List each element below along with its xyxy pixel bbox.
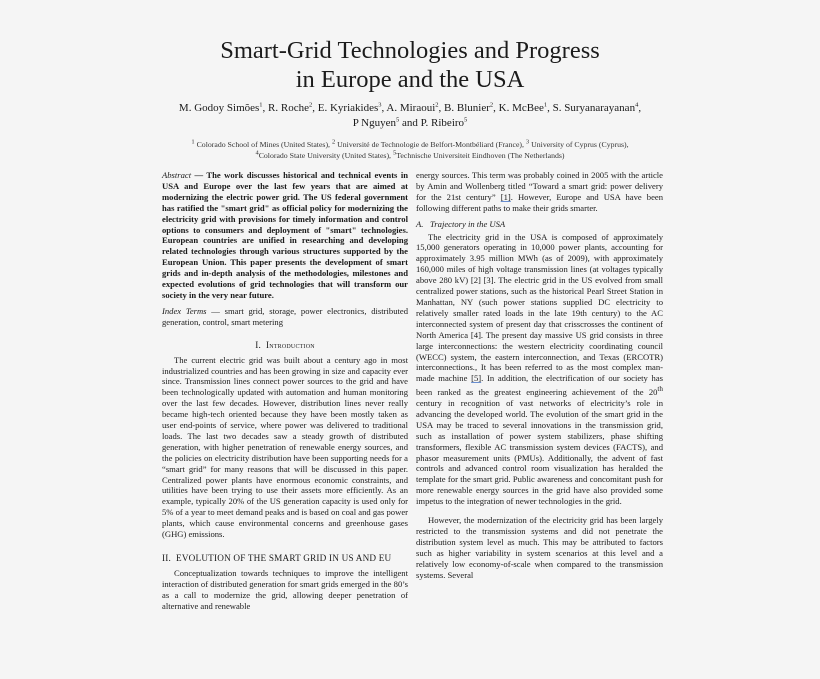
affil-num: 4 [255, 149, 259, 157]
abstract-text: The work discusses historical and technical events in USA and Europe over the last few years that are aimed at modernizing the electric power grid. The US federal government has ratified the "smart grid" as official policy for modernizing the electricity grid with provisions for timely information and control options to consumers and deployment of "smart" technologies. European countries are unified in researching and developing related technologies through various structures supported by the European Union. This paper presents the development of smart grids and in-depth analysis of the methodologies, milestones and expected evolutions of grid technologies that will transform our society in the very near future. [162, 170, 408, 300]
title-line-2: in Europe and the USA [295, 66, 525, 93]
affil-num: 5 [392, 149, 397, 157]
affiliation: Colorado School of Mines (United States), [196, 140, 332, 149]
index-terms-label: Index Terms [162, 305, 207, 316]
author-name: M. Godoy Simões [178, 102, 260, 114]
trajectory-paragraph-1: The electricity grid in the USA is composed of approximately 15,000 generators operating in 10,000 power plants, accounting for approximately 3.95 million MWh (as of 2009), with approximately 160,000 miles of high voltage transmission lines (at voltages typically above 280 kV) [2] [3]. The electric grid in the US evolved from small centralized power stations, such as the historical Pearl Street Station in Manhattan, NY (such power stations supplied DC electricity to relatively smaller rated loads in the late 19th century) to the AC interconnected system of present day that crisscrosses the continent of North America [4]. The present day massive US grid consists in three large interconnections: the western electricity coordinating council (WECC) system, the eastern interconnection, and Texas (ERCOTR) interconnections., It has been referred to as the most complex man-made machine [5]. In addition, the electrification of our society has been ranked as the greatest engineering achievement of the 20th century in recognition of vast networks of electricity’s role in advancing the developed world. The evolution of the smart grid in the USA may be traced to several innovations in the transmission grid, such as installation of power system stabilizers, phase shifting transformers, flexible AC transmission system devices (FACTS), and phasor measurement units (PMUs). Additionally, the advent of fast controls and advanced control room visualization has heralded the template for the smart grid. Public awareness and concomitant push for more renewable energy sources in the grid have also provided some impetus to the integration of newer technologies in the grid. [416, 231, 663, 507]
affil-num: 3 [525, 138, 530, 146]
title-line-1: Smart-Grid Technologies and Progress [220, 37, 600, 64]
index-terms-text: smart grid, storage, power electronics, distributed generation, control, smart metering [162, 305, 408, 327]
left-column [162, 170, 408, 612]
author-list: M. Godoy Simões$^1$, R. Roche$^2$, E. Kyriakides$^3$, A. Miraoui$^2$, B. Blunier$^2$, K. McBee$^1$, S. Suryanarayanan$^4$, P Nguyen$^5$ and P. Ribeiro$^5$ [178, 101, 642, 129]
affiliation: University of Cyprus (Cyprus), [531, 140, 629, 149]
author-affiliation-mark: 4 [635, 101, 639, 109]
right-column [416, 170, 663, 580]
author-name: R. Roche [268, 102, 309, 114]
trajectory-paragraph-2: However, the modernization of the electricity grid has been largely restricted to the transmission systems and did not penetrate the distribution system level as much. This may be attributed to factors such as higher variability in system scenarios at this level and a relatively low economy-of-scale when compared to the transmission systems. Several [416, 515, 663, 580]
intro-paragraph: The current electric grid was built about a century ago in most industrialized countries and has been growing in size and capacity ever since. Transmission lines connect power sources to the grid and have been technologically updated with automation and human monitoring over the last few decades. However, distribution lines never really became high-tech oriented because they have been mostly taken as user end-points of service, where power was delivered to traditional loads. The last two decades saw a steady growth of distributed generation, with higher penetration of renewable energy sources, and the policies on electricity distribution have been supporting needs for a “smart grid” for many reasons that will be discussed in this paper. Centralized power plants have enormous economic constraints, and utilities have been trying to use their assets more efficiently. As an example, typically 20% of the US generation capacity is used only for 5% of a year to meet demand peaks and is based on coal and gas power plants, which cause environmental concerns and greenhouse gases (GHG) emissions. [162, 354, 408, 540]
author-affiliation-mark: 5 [464, 116, 468, 124]
evolution-paragraph: Conceptualization towards techniques to improve the intelligent interaction of distributed generation for smart grids emerged in the 80’s as a call to modernize the grid, allowing deeper penetration of alternative and renewable [162, 567, 408, 611]
author-affiliation-mark: 2 [435, 101, 439, 109]
author-name: B. Blunier [444, 102, 490, 114]
author-affiliation-mark: 2 [489, 101, 494, 109]
abstract-label: Abstract [162, 170, 192, 180]
section-heading-evolution: II. EVOLUTION OF THE SMART GRID IN US AND EU [162, 553, 392, 563]
author-name: A. Miraoui [386, 102, 436, 114]
affil-num: 2 [331, 138, 336, 146]
affiliations [150, 139, 670, 161]
abstract: Abstract — The work discusses historical and technical events in USA and Europe over the last few years that are aimed at modernizing the electric power grid. The US federal government has ratified the "smart grid" as official policy for modernizing the electricity grid with provisions for timely information and control options to consumers and deployment of "smart" technologies. European countries are unified in researching and developing related technologies through various structures supported by the European Union. This paper presents the development of smart grids and in-depth analysis of the methodologies, milestones and expected evolutions of grid technologies that will transform our society in the very near future. [162, 170, 408, 300]
evolution-paragraph-continued: energy sources. This term was probably coined in 2005 with the article by Amin and Wollenberg titled “Toward a smart grid: power delivery for the 21st century” [1]. However, Europe and USA have been following different paths to make their grids smarter. [416, 170, 663, 213]
paper-title [150, 36, 670, 94]
author-affiliation-mark: 1 [259, 101, 263, 109]
author-affiliation-mark: 1 [543, 101, 548, 109]
affiliation: Université de Technologie de Belfort-Montbéliard (France), [337, 140, 526, 149]
author-affiliation-mark: 5 [396, 116, 400, 124]
affiliation: Colorado State University (United States), [258, 151, 393, 160]
section-heading-introduction: I. Introduction [255, 339, 315, 350]
affil-num: 1 [191, 138, 195, 146]
index-terms: Index Terms — smart grid, storage, power electronics, distributed generation, control, smart metering [162, 305, 408, 327]
author-name: E. Kyriakides [317, 102, 379, 114]
affiliation: Technische Universiteit Eindhoven (The Netherlands) [396, 151, 565, 160]
author-name: K. McBee [498, 102, 544, 114]
subsection-heading-trajectory: A. Trajectory in the USA [416, 218, 506, 229]
author-affiliation-mark: 2 [309, 101, 313, 109]
citation-link-5[interactable]: [5] [471, 373, 482, 384]
author-affiliation-mark: 3 [378, 101, 382, 109]
author-name: S. Suryanarayanan [552, 102, 636, 114]
author-name: P. Ribeiro [420, 117, 465, 129]
citation-link-1[interactable]: [1] [500, 191, 511, 202]
author-name: P Nguyen [352, 117, 396, 129]
